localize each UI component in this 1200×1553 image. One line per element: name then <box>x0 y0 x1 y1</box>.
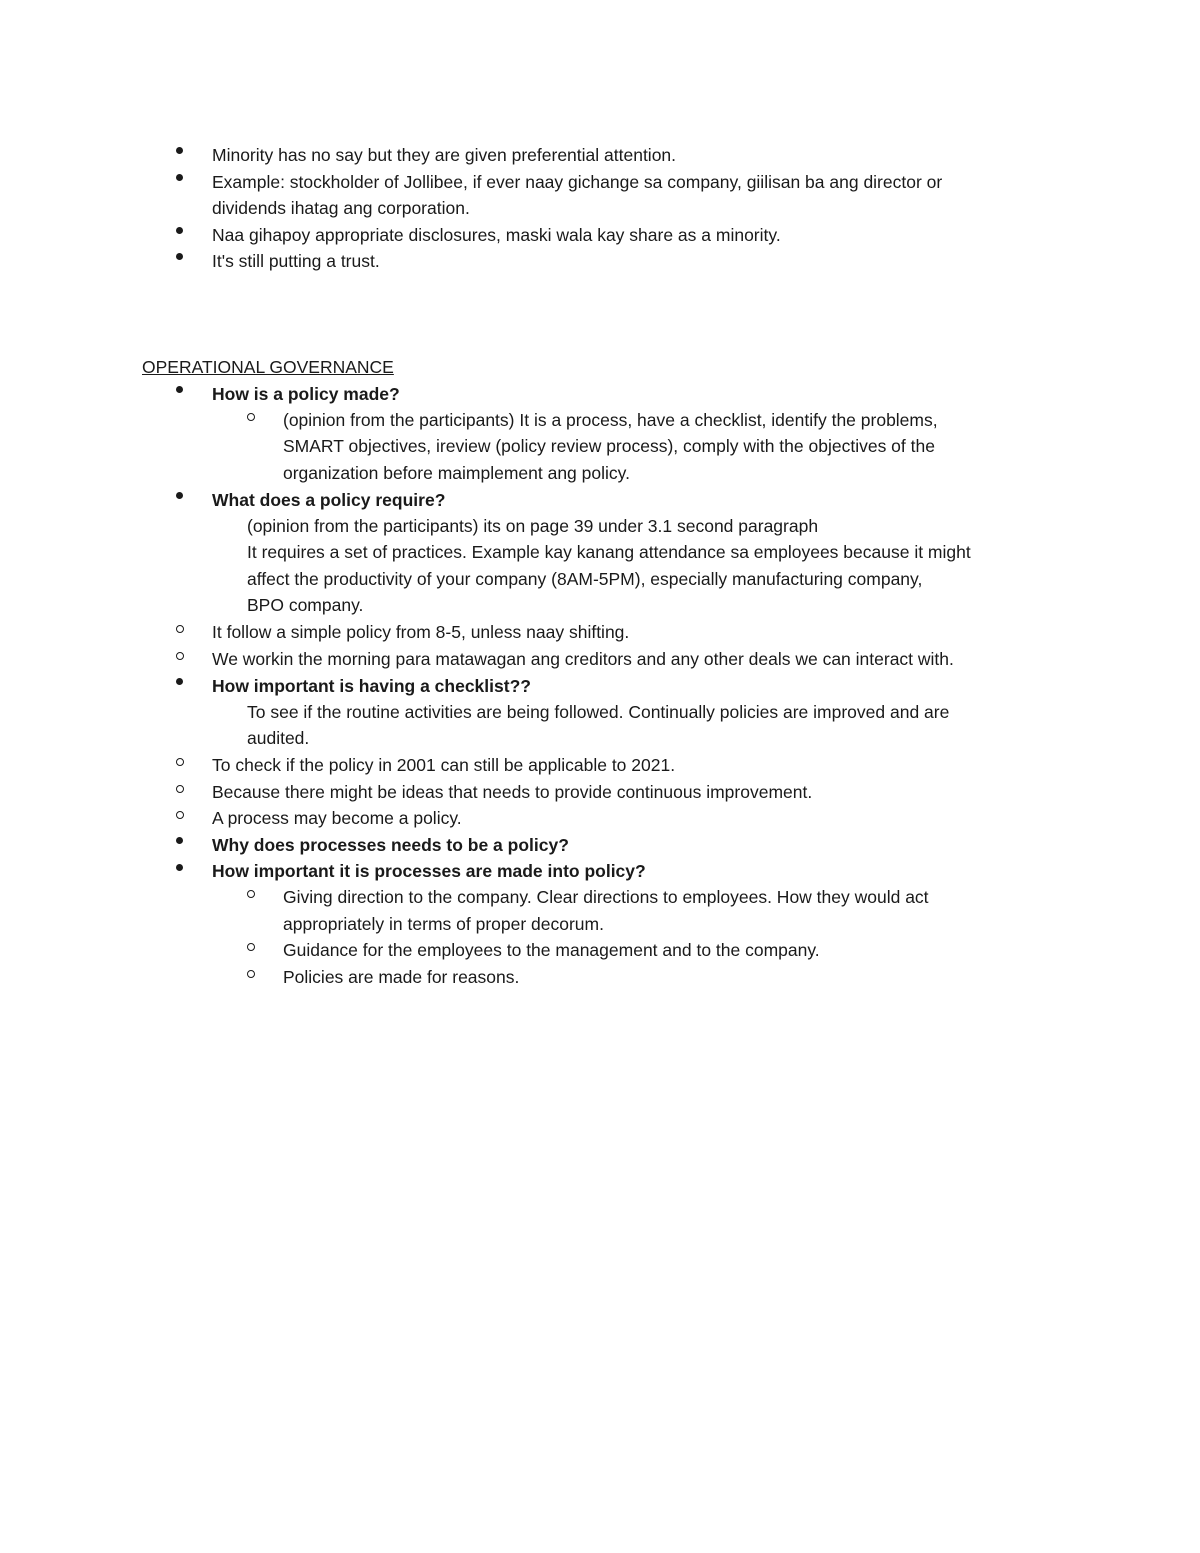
sub-list-item: To check if the policy in 2001 can still be applicable to 2021. <box>212 755 676 775</box>
sub-bullet-icon <box>247 890 255 898</box>
sub-list-item-continuation: SMART objectives, ireview (policy review process), comply with the objectives of the <box>283 436 935 456</box>
sub-list-item: Because there might be ideas that needs to provide continuous improvement. <box>212 782 813 802</box>
sub-bullet-icon <box>176 758 184 766</box>
sub-list-item: Giving direction to the company. Clear directions to employees. How they would act <box>283 887 929 907</box>
sub-bullet-icon <box>247 943 255 951</box>
answer-text: To see if the routine activities are being followed. Continually policies are improved and are <box>247 702 950 722</box>
sub-bullet-icon <box>176 625 184 633</box>
list-item: Naa gihapoy appropriate disclosures, maski wala kay share as a minority. <box>212 225 781 245</box>
sub-list-item: A process may become a policy. <box>212 808 462 828</box>
answer-text: audited. <box>247 728 310 748</box>
bullet-icon <box>176 678 183 685</box>
question-item: Why does processes needs to be a policy? <box>212 835 569 855</box>
bullet-icon <box>176 864 183 871</box>
answer-text: affect the productivity of your company (8AM-5PM), especially manufacturing company, <box>247 569 923 589</box>
sub-bullet-icon <box>247 970 255 978</box>
sub-list-item-continuation: appropriately in terms of proper decorum. <box>283 914 604 934</box>
answer-text: (opinion from the participants) its on page 39 under 3.1 second paragraph <box>247 516 819 536</box>
answer-text: It requires a set of practices. Example kay kanang attendance sa employees because it might <box>247 542 971 562</box>
bullet-icon <box>176 253 183 260</box>
bullet-icon <box>176 227 183 234</box>
sub-list-item: (opinion from the participants) It is a process, have a checklist, identify the problems, <box>283 410 938 430</box>
sub-list-item-continuation: organization before maimplement ang policy. <box>283 463 630 483</box>
sub-list-item: It follow a simple policy from 8-5, unless naay shifting. <box>212 622 630 642</box>
bullet-icon <box>176 174 183 181</box>
question-item: How important is having a checklist?? <box>212 676 531 696</box>
section-heading: OPERATIONAL GOVERNANCE <box>142 357 394 377</box>
list-item: It's still putting a trust. <box>212 251 380 271</box>
answer-text: BPO company. <box>247 595 364 615</box>
question-item: What does a policy require? <box>212 490 446 510</box>
list-item: Example: stockholder of Jollibee, if ever naay gichange sa company, giilisan ba ang director or <box>212 172 943 192</box>
question-item: How important it is processes are made into policy? <box>212 861 646 881</box>
sub-bullet-icon <box>176 785 184 793</box>
list-item-continuation: dividends ihatag ang corporation. <box>212 198 470 218</box>
bullet-icon <box>176 837 183 844</box>
sub-list-item: We workin the morning para matawagan ang creditors and any other deals we can interact with. <box>212 649 954 669</box>
sub-list-item: Guidance for the employees to the management and to the company. <box>283 940 820 960</box>
bullet-icon <box>176 492 183 499</box>
bullet-icon <box>176 386 183 393</box>
list-item: Minority has no say but they are given preferential attention. <box>212 145 677 165</box>
sub-list-item: Policies are made for reasons. <box>283 967 520 987</box>
sub-bullet-icon <box>247 413 255 421</box>
sub-bullet-icon <box>176 652 184 660</box>
sub-bullet-icon <box>176 811 184 819</box>
question-item: How is a policy made? <box>212 384 400 404</box>
bullet-icon <box>176 147 183 154</box>
